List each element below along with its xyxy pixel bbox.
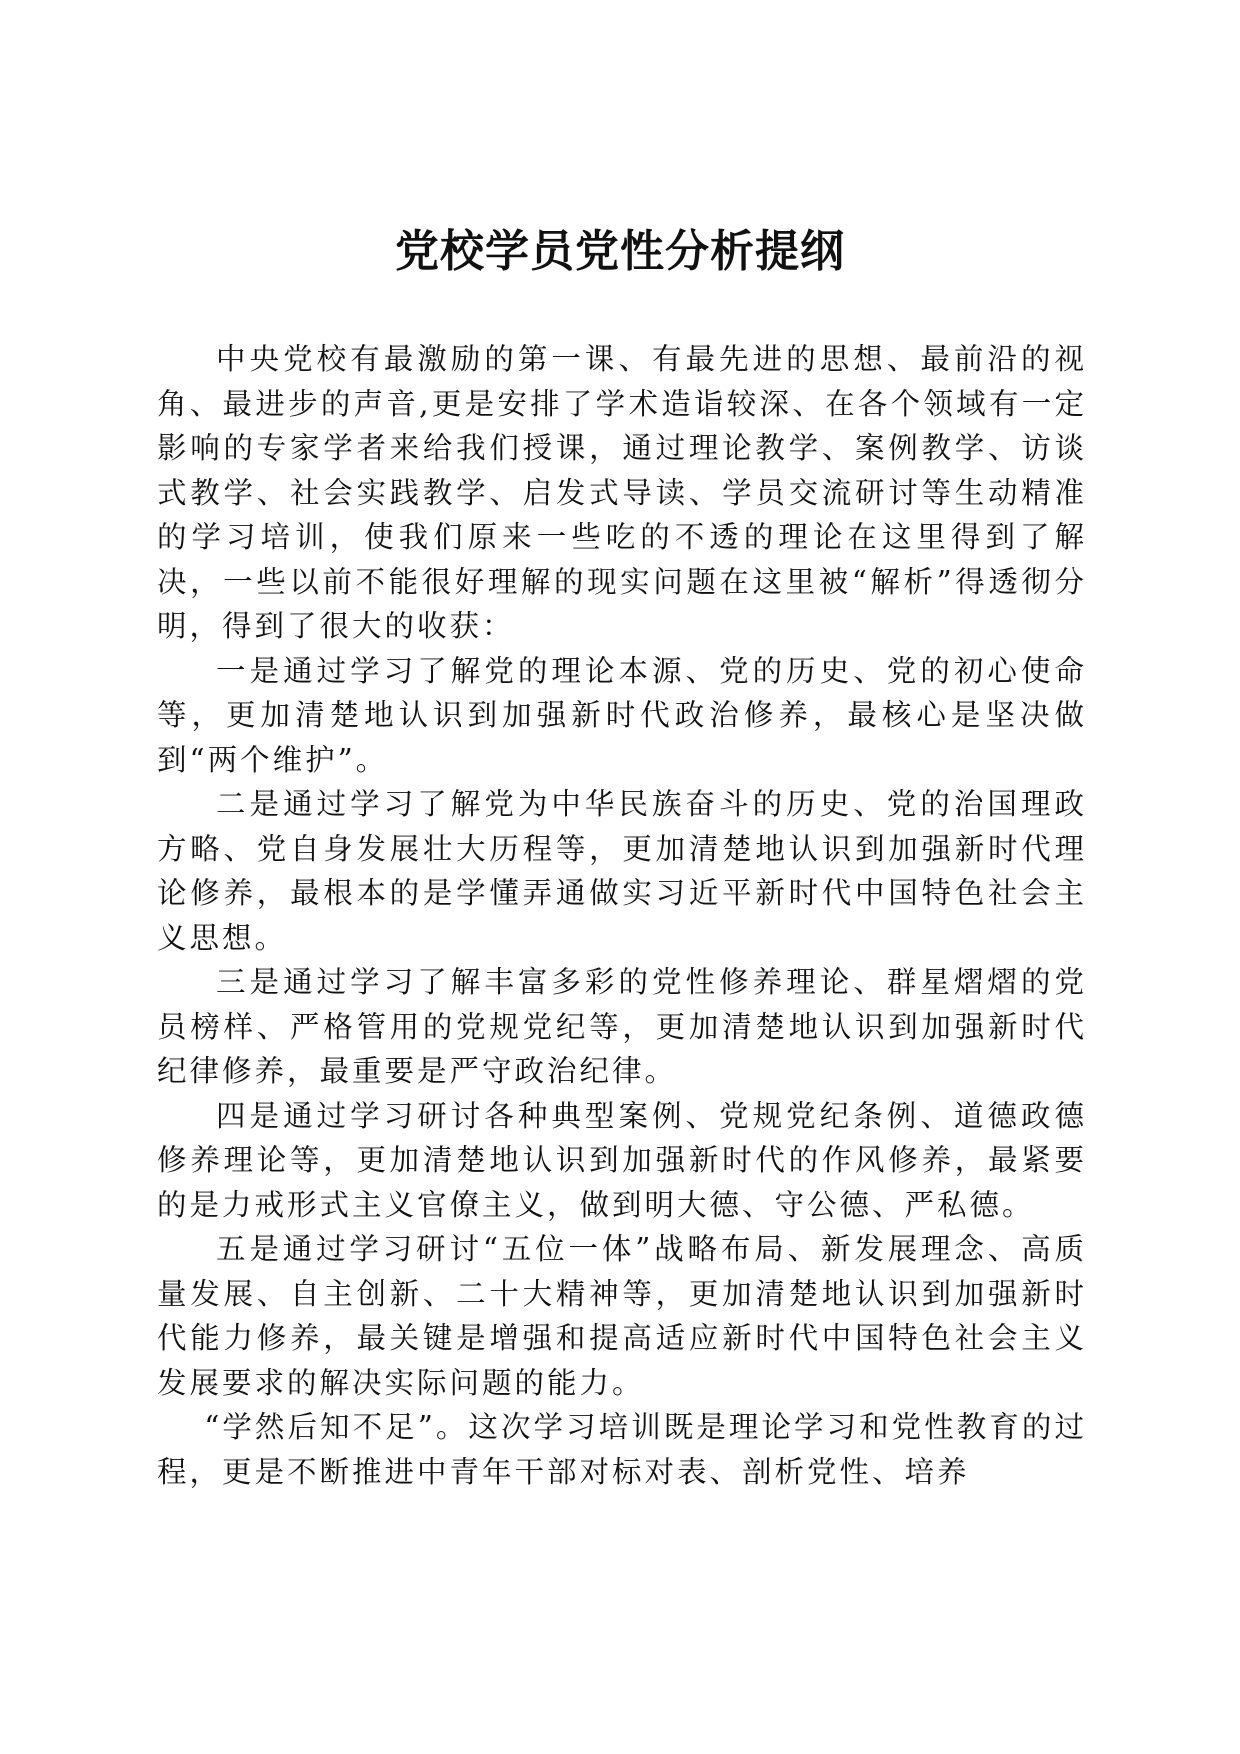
paragraph-intro: 中央党校有最激励的第一课、有最先进的思想、最前沿的视角、最进步的声音,更是安排了学术造诣较深、在各个领域有一定影响的专家学者来给我们授课，通过理论教学、案例教学、访谈式教学、社会实践教学、启发式导读、学员交流研讨等生动精准的学习培训，使我们原来一些吃的不透的理论在这里得到了解决，一些以前不能很好理解的现实问题在这里被“解析”得透彻分明，得到了很大的收获： [157,342,1087,643]
paragraph-point-three: 三是通过学习了解丰富多彩的党性修养理论、群星熠熠的党员榜样、严格管用的党规党纪等，更加清楚地认识到加强新时代纪律修养，最重要是严守政治纪律。 [157,965,1087,1088]
paragraph-point-two: 二是通过学习了解党为中华民族奋斗的历史、党的治国理政方略、党自身发展壮大历程等，更加清楚地认识到加强新时代理论修养，最根本的是学懂弄通做实习近平新时代中国特色社会主义思想。 [157,787,1087,955]
document-title: 党校学员党性分析提纲 [395,226,845,277]
paragraph-conclusion: “学然后知不足”。这次学习培训既是理论学习和党性教育的过程，更是不断推进中青年干部对标对表、剖析党性、培养 [157,1410,1087,1489]
document-body [157,337,1087,1494]
paragraph-point-five: 五是通过学习研讨“五位一体”战略布局、新发展理念、高质量发展、自主创新、二十大精神等，更加清楚地认识到加强新时代能力修养，最关键是增强和提高适应新时代中国特色社会主义发展要求的解决实际问题的能力。 [157,1232,1087,1400]
paragraph-point-one: 一是通过学习了解党的理论本源、党的历史、党的初心使命等，更加清楚地认识到加强新时代政治修养，最核心是坚决做到“两个维护”。 [157,653,1087,777]
paragraph-point-four: 四是通过学习研讨各种典型案例、党规党纪条例、道德政德修养理论等，更加清楚地认识到加强新时代的作风修养，最紧要的是力戒形式主义官僚主义，做到明大德、守公德、严私德。 [157,1098,1087,1222]
